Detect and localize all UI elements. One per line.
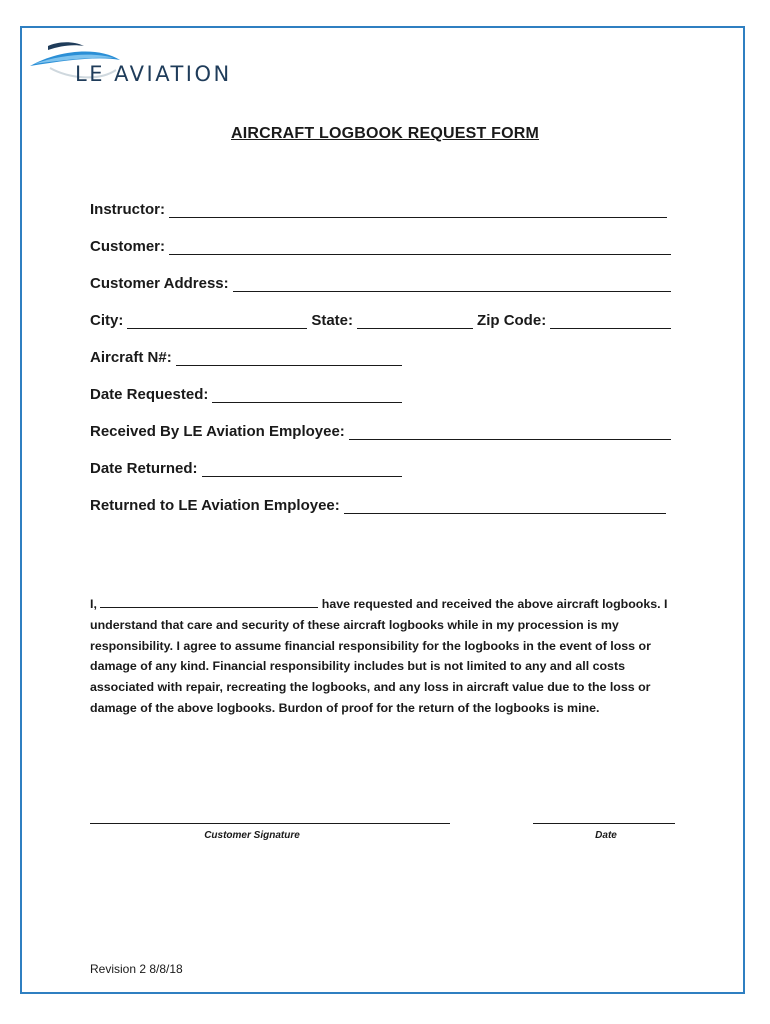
- city-line[interactable]: [127, 314, 307, 329]
- responsibility-statement: [90, 594, 690, 719]
- aircraft-label: Aircraft N#:: [90, 349, 172, 366]
- date-requested-line[interactable]: [212, 388, 402, 403]
- returned-to-label: Returned to LE Aviation Employee:: [90, 497, 340, 514]
- customer-signature-line[interactable]: [90, 823, 450, 824]
- date-returned-label: Date Returned:: [90, 460, 198, 477]
- brand-name: LE AVIATION: [75, 62, 232, 86]
- instructor-line[interactable]: [169, 203, 667, 218]
- date-returned-line[interactable]: [202, 462, 402, 477]
- received-by-label: Received By LE Aviation Employee:: [90, 423, 345, 440]
- aircraft-field[interactable]: [90, 344, 402, 366]
- form-title: AIRCRAFT LOGBOOK REQUEST FORM: [230, 125, 539, 142]
- zip-label: Zip Code:: [477, 312, 547, 329]
- customer-label: Customer:: [90, 238, 166, 255]
- city-label: City:: [90, 312, 124, 329]
- city-state-zip-row[interactable]: [90, 307, 671, 329]
- revision-note: Revision 2 8/8/18: [90, 962, 183, 976]
- statement-body: have requested and received the above aircraft logbooks. I understand that care and security of these aircraft logbooks while in my procession is my responsibility. I agree to assume financial responsibility for the logbooks in the event of loss or damage of any kind. Financial responsibility includes but is not limited to any and all costs associated with repair, recreating the logbooks, and any loss in aircraft value due to the loss or damage of the above logbooks. Burdon of proof for the return of the logbooks is mine.: [90, 597, 668, 715]
- date-signature-label: Date: [595, 830, 617, 841]
- received-by-field[interactable]: [90, 418, 671, 440]
- customer-line[interactable]: [169, 240, 671, 255]
- returned-to-line[interactable]: [344, 499, 666, 514]
- state-line[interactable]: [357, 314, 473, 329]
- state-label: State:: [311, 312, 354, 329]
- date-returned-field[interactable]: [90, 455, 402, 477]
- statement-prefix: I,: [90, 597, 97, 611]
- zip-line[interactable]: [550, 314, 671, 329]
- date-requested-label: Date Requested:: [90, 386, 209, 403]
- customer-address-line[interactable]: [233, 277, 671, 292]
- instructor-field[interactable]: [90, 196, 667, 218]
- statement-name-line[interactable]: [100, 595, 318, 608]
- instructor-label: Instructor:: [90, 201, 165, 218]
- customer-address-field[interactable]: [90, 270, 671, 292]
- customer-address-label: Customer Address:: [90, 275, 229, 292]
- customer-field[interactable]: [90, 233, 671, 255]
- received-by-line[interactable]: [349, 425, 671, 440]
- returned-to-field[interactable]: [90, 492, 666, 514]
- date-requested-field[interactable]: [90, 381, 402, 403]
- date-signature-line[interactable]: [533, 823, 675, 824]
- customer-signature-label: Customer Signature: [204, 830, 300, 841]
- aircraft-line[interactable]: [176, 351, 402, 366]
